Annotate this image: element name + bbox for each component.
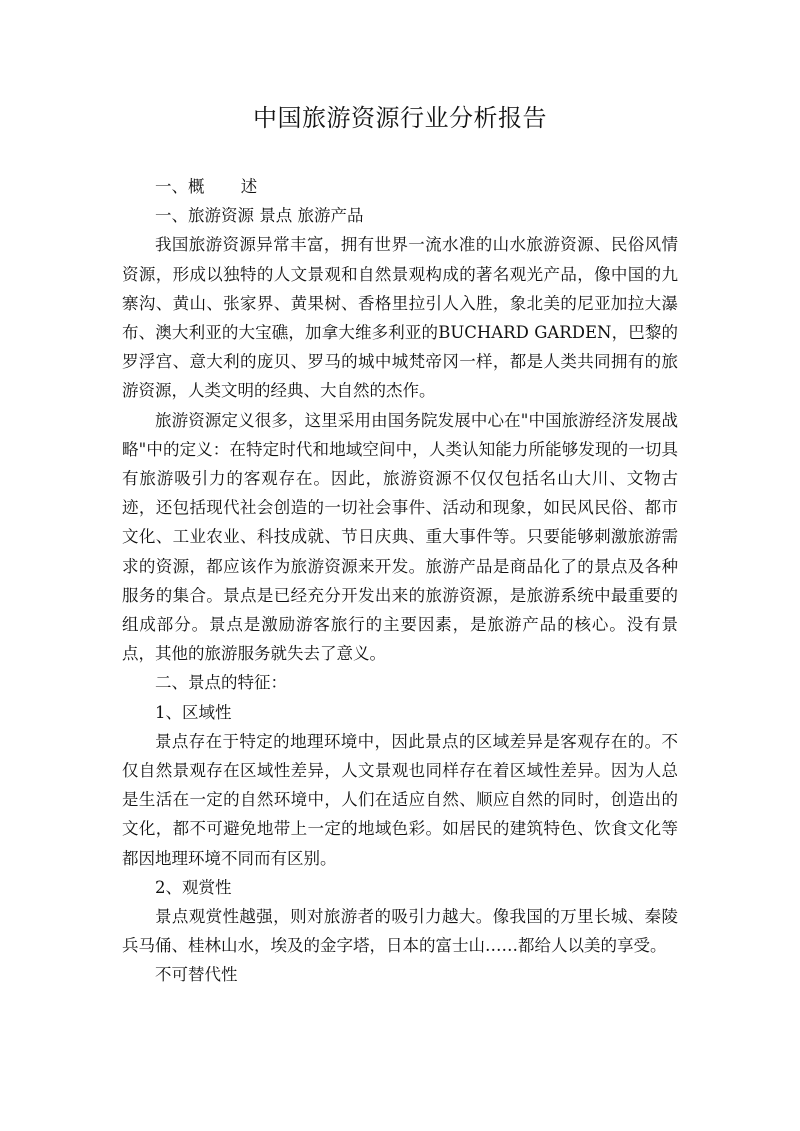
- item-heading-ornamental: 2、观赏性: [155, 877, 232, 897]
- section-heading-overview-part1: 一、概: [155, 177, 205, 196]
- paragraph-regional: 景点存在于特定的地理环境中，因此景点的区域差异是客观存在的。不仅自然景观存在区域性差异，人文景观也同样存在着区域性差异。因为人总是生活在一定的自然环境中，人们在适应自然、顺应自然的同时，创造出的文化，都不可避免地带上一定的地域色彩。如居民的建筑特色、饮食文化等都因地理环境不同而有区别。: [122, 731, 678, 868]
- document-body: [122, 172, 678, 990]
- section-heading-features: 二、景点的特征：: [155, 673, 287, 693]
- item-heading-regional: 1、区域性: [155, 702, 232, 722]
- section-heading-overview: [122, 172, 678, 201]
- paragraph-ornamental: 景点观赏性越强，则对旅游者的吸引力越大。像我国的万里长城、秦陵兵马俑、桂林山水，埃及的金字塔，日本的富士山……都给人以美的享受。: [122, 907, 678, 956]
- paragraph-resources-intro: 我国旅游资源异常丰富，拥有世界一流水准的山水旅游资源、民俗风情资源，形成以独特的人文景观和自然景观构成的著名观光产品，像中国的九寨沟、黄山、张家界、黄果树、香格里拉引人入胜，象北美的尼亚加拉大瀑布、澳大利亚的大宝礁，加拿大维多利亚的BUCHARD GARDEN，巴黎的罗浮宫、意大利的庞贝、罗马的城中城梵帝冈一样，都是人类共同拥有的旅游资源，人类文明的经典、大自然的杰作。: [122, 235, 678, 401]
- section-heading-overview-part2: 述: [240, 177, 258, 196]
- paragraph-resources-definition: 旅游资源定义很多，这里采用由国务院发展中心在"中国旅游经济发展战略"中的定义：在特定时代和地域空间中，人类认知能力所能够发现的一切具有旅游吸引力的客观存在。因此，旅游资源不仅仅包括名山大川、文物古迹，还包括现代社会创造的一切社会事件、活动和现象，如民风民俗、都市文化、工业农业、科技成就、节日庆典、重大事件等。只要能够刺激旅游需求的资源，都应该作为旅游资源来开发。旅游产品是商品化了的景点及各种服务的集合。景点是已经充分开发出来的旅游资源，是旅游系统中最重要的组成部分。景点是激励游客旅行的主要因素，是旅游产品的核心。没有景点，其他的旅游服务就失去了意义。: [122, 410, 678, 664]
- item-heading-irreplaceable: 不可替代性: [155, 965, 238, 985]
- document-title: 中国旅游资源行业分析报告: [253, 104, 547, 132]
- subsection-heading-resources: 一、旅游资源 景点 旅游产品: [155, 206, 364, 226]
